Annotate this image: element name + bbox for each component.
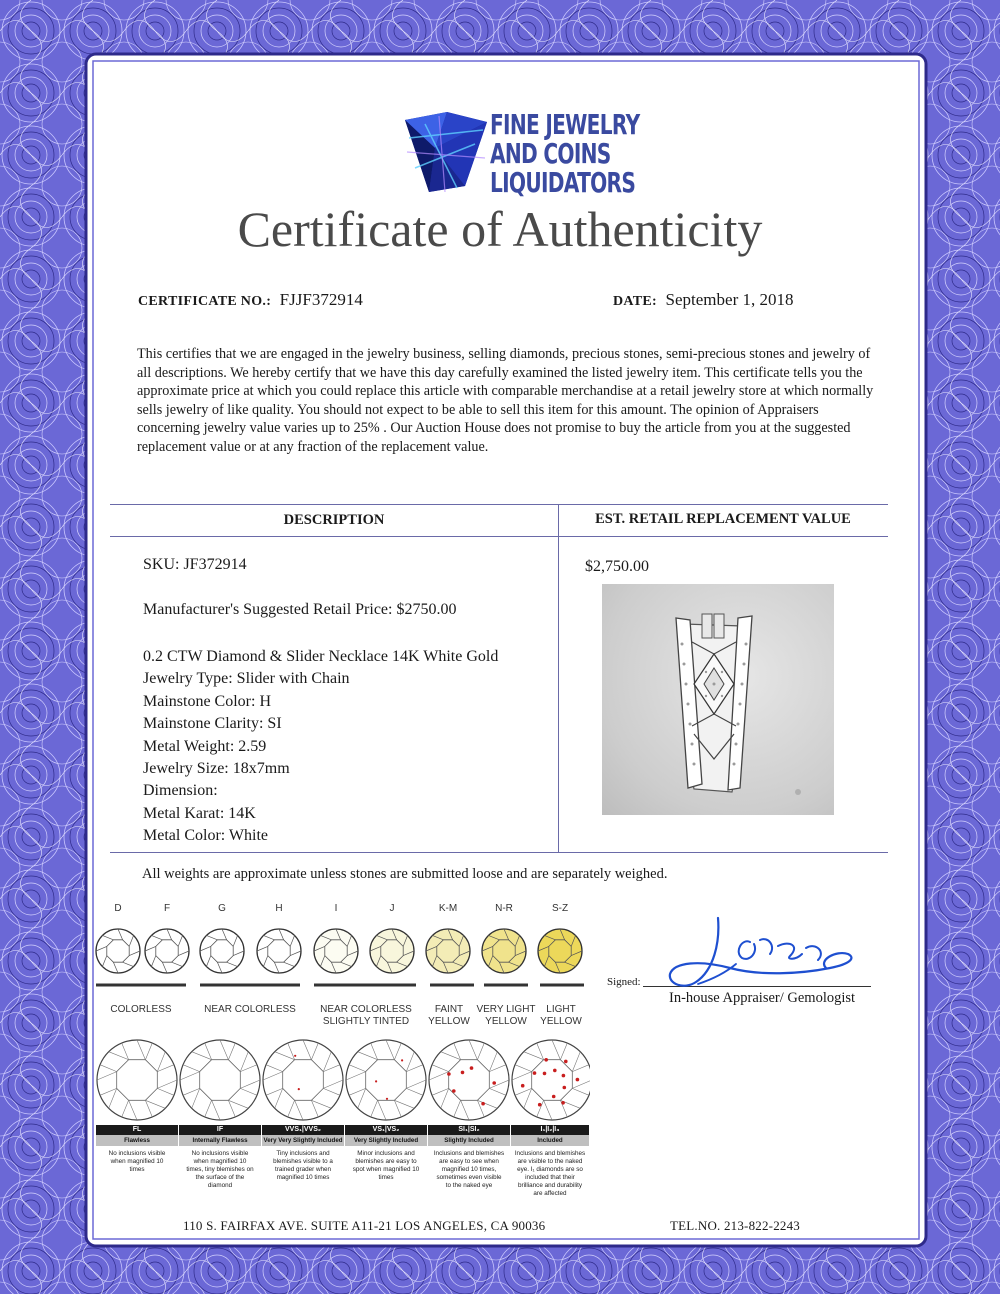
color-grade-letter: J [389,903,395,914]
page-title: Certificate of Authenticity [237,201,763,257]
clarity-diamond-icon [512,1040,590,1120]
intro-paragraph: This certifies that we are engaged in the jewelry business, selling diamonds, precious stones, semi-precious stones and jewelry of all descriptions. We hereby certify that we have this day carefully examined the listed jewelry item. This certificate tells you the approximate price at which you could replace this article with comparable merchandise at a retail jewelry store at which normally sells jewelry of like quality. You should not expect to be able to sell this item for this amount. The opinion of Appraisers concerning jewelry value varies up to 25% . Our Auction House does not promise to buy the article from you at the suggested replacement value or at any fraction of the replacement value. [137,346,874,455]
caption-line: YELLOW [485,1016,527,1027]
caption-line: NEAR COLORLESS [204,1004,296,1015]
clarity-name: Included [511,1135,589,1146]
sku: SKU: JF372914 [143,556,247,573]
color-diamond-icon [200,929,244,973]
clarity-header [511,1125,589,1147]
clarity-desc-line: are visible to the naked [517,1158,583,1165]
clarity-header [345,1125,427,1147]
clarity-desc-line: Inclusions and blemishes [514,1150,586,1157]
certificate-date [613,290,793,310]
color-diamond-icon [426,929,470,973]
certificate-number-value: FJJF372914 [279,290,363,309]
clarity-diamond-icon [429,1040,509,1120]
clarity-name: Slightly Included [428,1135,510,1146]
clarity-description [179,1150,261,1190]
color-diamond-row [90,915,590,995]
certificate-number-label: CERTIFICATE NO.: [138,294,272,309]
caption-line: SLIGHTLY TINTED [322,1016,410,1027]
color-diamond-icon [482,929,526,973]
clarity-name: Very Slightly Included [345,1135,427,1146]
appraiser-title: In-house Appraiser/ Gemologist [669,990,856,1006]
clarity-diamond-icon [180,1040,260,1120]
clarity-name: Very Very Slightly Included [263,1137,343,1144]
clarity-desc-line: blemishes are easy to [355,1158,417,1165]
color-grade-letter: F [163,903,171,914]
color-grade-letter: D [114,903,122,914]
clarity-code: VS₁|VS₂ [345,1125,427,1135]
color-grade-letter: K-M [438,903,458,914]
detail-line: Dimension: [143,782,218,800]
footer-phone: TEL.NO. 213-822-2243 [670,1218,801,1233]
detail-line: Metal Karat: 14K [143,804,256,822]
brand-line-2: AND COINS [490,137,611,170]
clarity-description [345,1150,427,1182]
brand-name [490,110,639,197]
brand-line-1: FINE JEWELRY [490,108,640,141]
color-caption [100,1004,182,1016]
color-caption [476,1004,536,1028]
certificate-number [138,290,363,310]
color-diamond-icon [257,929,301,973]
color-diamond-icon [96,929,140,973]
color-diamond-icon [314,929,358,973]
clarity-desc-line: times [129,1166,145,1173]
clarity-desc-line: included that their [525,1174,575,1181]
clarity-desc-line: magnified 10 times [276,1174,330,1181]
date-value: September 1, 2018 [665,290,794,309]
clarity-desc-line: sometimes even visible [436,1174,502,1181]
clarity-description [96,1150,178,1174]
clarity-code: SI₁|SI₂ [428,1125,510,1135]
caption-line: NEAR COLORLESS [320,1004,412,1015]
clarity-description [511,1150,589,1198]
color-grade-letter: S-Z [551,903,569,914]
clarity-desc-line: eye. I₁ diamonds are so [517,1166,583,1173]
clarity-desc-line: Tiny inclusions and [276,1150,330,1157]
detail-line: Jewelry Type: Slider with Chain [143,670,350,688]
slider-pendant-image [602,584,834,815]
clarity-header [428,1125,510,1147]
clarity-desc-line: times, tiny blemishes on [186,1166,254,1173]
table-divider [558,504,559,852]
description-header: DESCRIPTION [283,512,385,528]
footer-address: 110 S. FAIRFAX AVE. SUITE A11-21 LOS ANGELES, CA 90036 [183,1218,546,1233]
caption-line: YELLOW [428,1016,470,1027]
clarity-desc-line: diamond [207,1182,233,1189]
item-details [143,646,498,848]
clarity-diamond-icon [263,1040,343,1120]
clarity-desc-line: magnified 10 times, [441,1166,497,1173]
color-caption [200,1004,300,1016]
detail-line: Metal Color: White [143,827,269,845]
clarity-desc-line: spot when magnified 10 [352,1166,420,1173]
detail-line: Mainstone Clarity: SI [143,715,282,733]
clarity-header [262,1125,344,1147]
color-caption [424,1004,474,1028]
clarity-desc-line: No inclusions visible [108,1150,166,1157]
color-grade-letter: G [218,903,226,914]
color-diamond-icon [538,929,582,973]
clarity-description [428,1150,510,1190]
clarity-diamond-icon [346,1040,426,1120]
detail-line: Metal Weight: 2.59 [143,737,267,755]
detail-line: Mainstone Color: H [143,692,271,710]
table-header-rule [110,536,888,537]
clarity-diamond-icon [97,1040,177,1120]
color-grade-letter: H [275,903,283,914]
caption-line: COLORLESS [110,1004,172,1015]
detail-line: Jewelry Size: 18x7mm [143,760,290,778]
clarity-desc-line: blemishes visible to a [273,1158,333,1165]
weights-note: All weights are approximate unless stones are submitted loose and are separately weighed. [142,866,668,882]
color-grade-letter: I [334,903,338,914]
clarity-desc-line: trained grader when [274,1166,331,1173]
color-caption [310,1004,422,1028]
caption-line: LIGHT [546,1004,576,1015]
clarity-code: IF [179,1125,261,1135]
clarity-desc-line: when magnified 10 [193,1158,247,1165]
brand-line-3: LIQUIDATORS [490,166,636,199]
clarity-code: I₁|I₂|I₃ [511,1125,589,1135]
table-top-rule [110,504,888,505]
color-caption [538,1004,584,1028]
color-diamond-icon [145,929,189,973]
msrp: Manufacturer's Suggested Retail Price: $2750.00 [143,601,457,618]
clarity-header [96,1125,178,1147]
clarity-desc-line: are affected [533,1190,567,1197]
clarity-desc-line: the surface of the [195,1174,245,1181]
table-bottom-rule [110,852,888,853]
color-diamond-icon [370,929,414,973]
clarity-desc-line: Minor inclusions and [357,1150,415,1157]
clarity-desc-line: brilliance and durability [517,1182,583,1189]
clarity-diamond-row [96,1034,590,1124]
date-label: DATE: [613,294,658,309]
clarity-desc-line: Inclusions and blemishes [433,1150,505,1157]
signed-label: Signed: [607,976,641,988]
clarity-description [262,1150,344,1182]
signature-image [650,912,870,992]
clarity-desc-line: are easy to see when [439,1158,499,1165]
clarity-desc-line: to the naked eye [445,1182,493,1189]
jewelry-photo [602,584,834,815]
color-grade-letter: N-R [495,903,513,914]
value-header: EST. RETAIL REPLACEMENT VALUE [595,511,851,527]
clarity-code: FL [96,1125,178,1135]
clarity-desc-line: No inclusions visible [191,1150,249,1157]
caption-line: VERY LIGHT [476,1004,536,1015]
clarity-name: Internally Flawless [179,1135,261,1146]
clarity-desc-line: when magnified 10 [110,1158,164,1165]
replacement-value: $2,750.00 [585,558,649,575]
clarity-code: VVS₁|VVS₂ [262,1125,344,1135]
clarity-desc-line: times [378,1174,394,1181]
clarity-name: Flawless [96,1135,178,1146]
clarity-header [179,1125,261,1147]
caption-line: FAINT [434,1004,464,1015]
detail-line: 0.2 CTW Diamond & Slider Necklace 14K White Gold [143,648,499,665]
caption-line: YELLOW [540,1016,582,1027]
